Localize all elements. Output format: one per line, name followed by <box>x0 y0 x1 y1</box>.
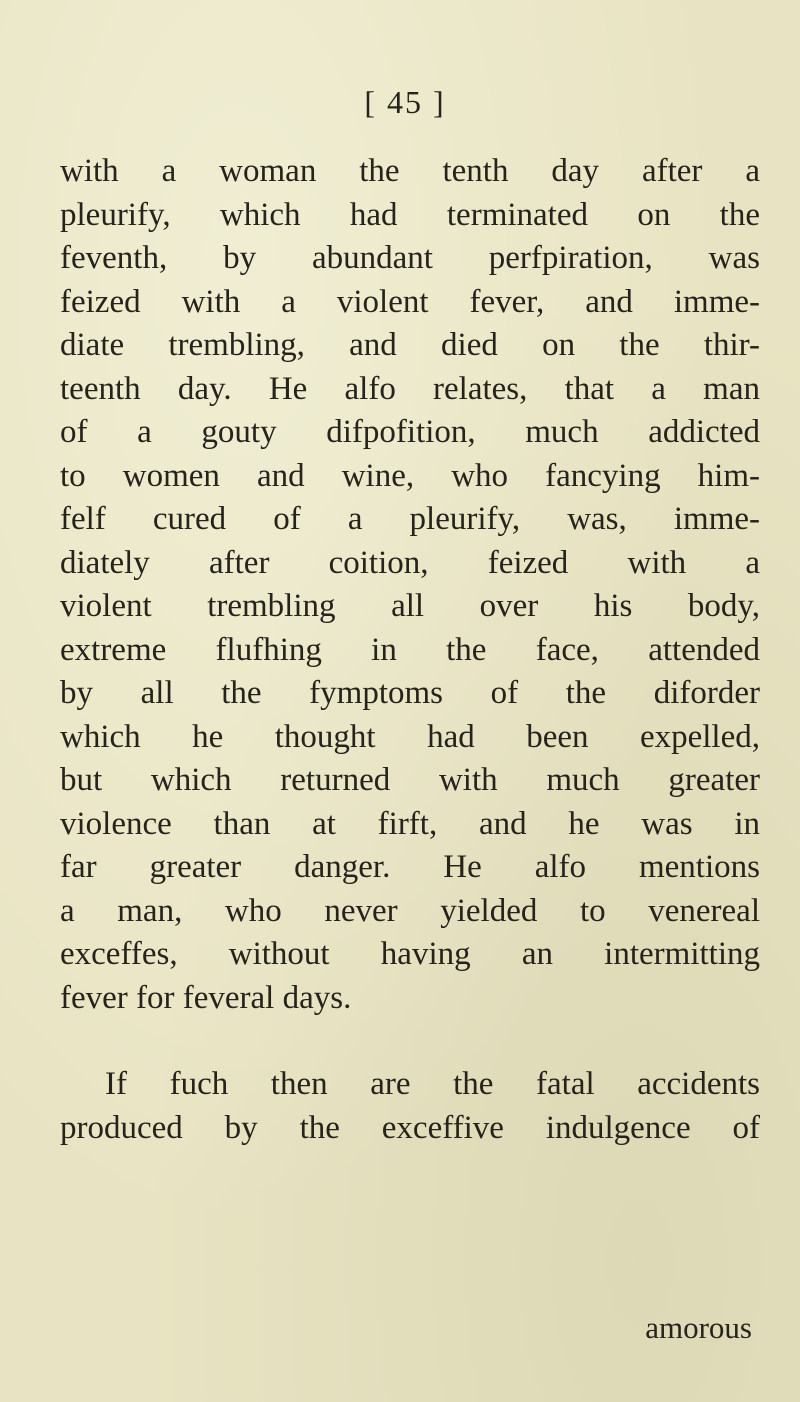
text-line: teenth day. He alfo relates, that a man <box>60 370 760 407</box>
text-line: by all the fymptoms of the diforder <box>60 675 760 711</box>
paragraph <box>60 150 760 1020</box>
text-line: which he thought had been expelled, <box>60 718 760 755</box>
page-number: [ 45 ] <box>364 84 446 120</box>
text-line: diate trembling, and died on the thir- <box>60 327 760 363</box>
paragraph-break <box>60 1020 760 1063</box>
catchword: amorous <box>645 1310 752 1345</box>
text-line: feventh, by abundant perfpiration, was <box>60 240 760 276</box>
text-line: diately after coition, feized with a <box>60 544 760 581</box>
text-line: If fuch then are the fatal accidents <box>105 1066 760 1102</box>
text-line: feized with a violent fever, and imme- <box>60 283 760 320</box>
text-line: extreme flufhing in the face, attended <box>60 631 760 668</box>
text-line: of a gouty difpofition, much addicted <box>60 414 760 450</box>
text-line: produced by the exceffive indulgence of <box>60 1109 760 1146</box>
text-line: felf cured of a pleurify, was, imme- <box>60 501 760 537</box>
text-line: far greater danger. He alfo mentions <box>60 849 760 885</box>
text-line: with a woman the tenth day after a <box>60 153 760 189</box>
text-line: violence than at firft, and he was in <box>60 805 760 842</box>
text-line: exceffes, without having an intermitting <box>60 936 760 972</box>
text-line: a man, who never yielded to venereal <box>60 892 760 929</box>
text-line: pleurify, which had terminated on the <box>60 196 760 233</box>
body-text <box>60 150 760 1150</box>
text-line: fever for feveral days. <box>60 979 352 1016</box>
text-line: to women and wine, who fancying him- <box>60 457 760 494</box>
text-line: violent trembling all over his body, <box>60 588 760 624</box>
paragraph <box>60 1063 760 1150</box>
text-line: but which returned with much greater <box>60 762 760 798</box>
